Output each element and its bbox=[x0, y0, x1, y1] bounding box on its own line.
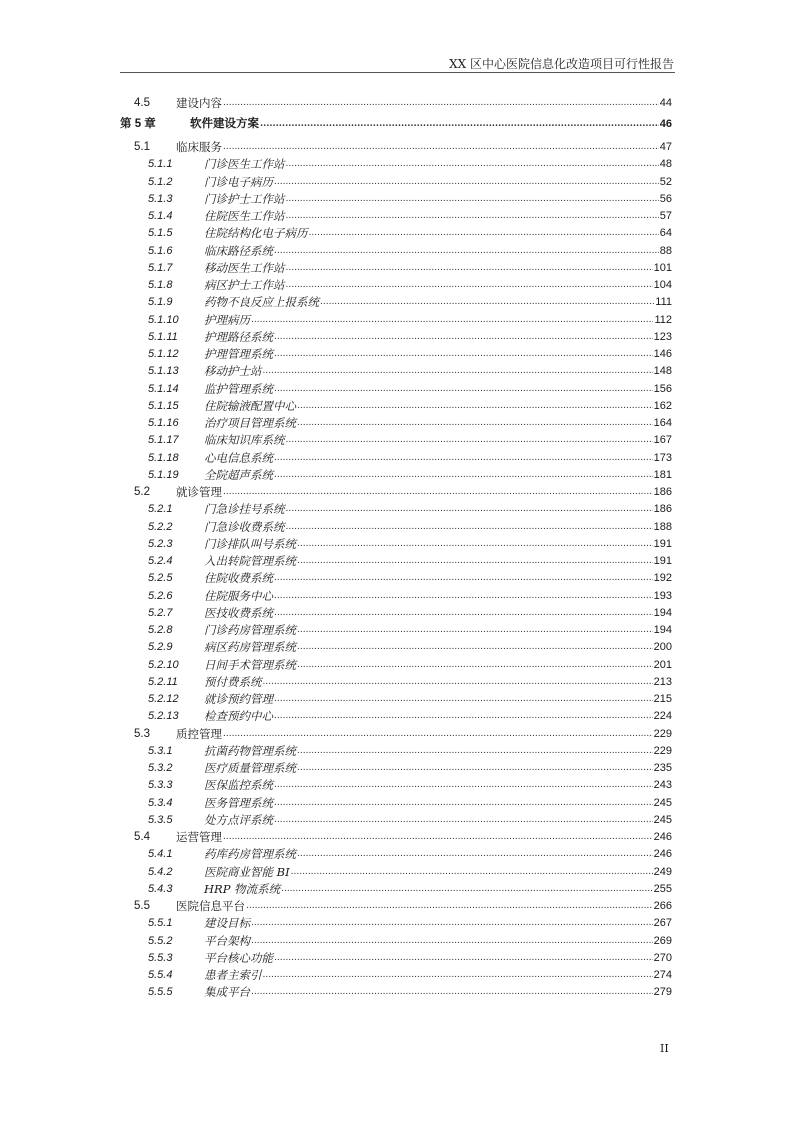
toc-dot-leader bbox=[263, 674, 653, 691]
toc-entry-title: 监护管理系统 bbox=[204, 381, 273, 396]
toc-entry-page: 274 bbox=[654, 967, 672, 984]
toc-entry-title: 住院输液配置中心 bbox=[204, 398, 296, 413]
toc-entry-title: 就诊管理 bbox=[176, 485, 222, 499]
toc-entry[interactable] bbox=[0, 501, 793, 518]
toc-entry-page: 46 bbox=[660, 116, 672, 133]
toc-entry-title: 门急诊收费系统 bbox=[204, 519, 285, 534]
toc-entry-number: 5.2.13 bbox=[148, 708, 179, 725]
toc-dot-leader bbox=[274, 450, 653, 467]
toc-entry-page: 200 bbox=[654, 639, 672, 656]
toc-entry[interactable] bbox=[0, 691, 793, 708]
toc-entry-title: 药库药房管理系统 bbox=[204, 847, 296, 862]
toc-entry-page: 164 bbox=[654, 415, 672, 432]
toc-dot-leader bbox=[286, 501, 653, 518]
toc-entry-page: 269 bbox=[654, 933, 672, 950]
toc-entry-number: 5.2.10 bbox=[148, 657, 179, 674]
toc-entry-title: 患者主索引 bbox=[204, 968, 262, 982]
toc-entry-title: 病区护士工作站 bbox=[204, 278, 285, 292]
toc-entry-title: 平台架构 bbox=[204, 933, 250, 948]
toc-dot-leader bbox=[274, 243, 659, 260]
toc-entry-title: 门诊医生工作站 bbox=[204, 157, 285, 172]
toc-entry-number: 5.1.10 bbox=[148, 312, 179, 329]
toc-entry-number: 5.4.1 bbox=[148, 846, 172, 863]
toc-entry-title: 护理管理系统 bbox=[204, 347, 273, 361]
toc-entry-number: 5.1.14 bbox=[148, 381, 179, 398]
toc-dot-leader bbox=[297, 846, 653, 863]
toc-entry-title: 入出转院管理系统 bbox=[204, 554, 296, 568]
toc-entry-title: 质控管理 bbox=[176, 726, 222, 741]
toc-entry-page: 235 bbox=[654, 760, 672, 777]
toc-entry[interactable] bbox=[0, 381, 793, 398]
toc-entry-number: 5.1.2 bbox=[148, 174, 172, 191]
toc-entry-page: 245 bbox=[654, 795, 672, 812]
toc-entry-title: 医技收费系统 bbox=[204, 605, 273, 620]
toc-dot-leader bbox=[297, 415, 653, 432]
toc-entry-number: 5.5.2 bbox=[148, 933, 172, 950]
toc-entry-title: 护理路径系统 bbox=[204, 329, 273, 344]
toc-entry-number: 5.3 bbox=[134, 726, 150, 743]
toc-dot-leader bbox=[297, 639, 653, 656]
toc-entry[interactable] bbox=[0, 208, 793, 225]
toc-entry-page: 52 bbox=[660, 174, 672, 191]
toc-dot-leader bbox=[251, 933, 653, 950]
toc-entry-number: 5.1.8 bbox=[148, 277, 172, 294]
toc-entry-number: 5.5.3 bbox=[148, 950, 172, 967]
toc-entry-title: 病区药房管理系统 bbox=[204, 640, 296, 655]
toc-dot-leader bbox=[263, 967, 653, 984]
toc-dot-leader bbox=[286, 260, 653, 277]
toc-dot-leader bbox=[223, 726, 653, 743]
toc-entry-number: 5.2.1 bbox=[148, 501, 172, 518]
toc-entry-number: 5.4.2 bbox=[148, 864, 172, 881]
toc-dot-leader bbox=[309, 225, 659, 242]
toc-dot-leader bbox=[251, 915, 653, 932]
toc-entry-page: 146 bbox=[654, 346, 672, 363]
toc-entry-title: 全院超声系统 bbox=[204, 467, 273, 482]
toc-dot-leader bbox=[286, 519, 653, 536]
toc-entry-page: 191 bbox=[654, 553, 672, 570]
toc-entry-number: 5.1.18 bbox=[148, 450, 179, 467]
toc-entry-page: 249 bbox=[654, 864, 672, 881]
toc-entry-title: 门诊电子病历 bbox=[204, 174, 273, 189]
toc-entry-title: 临床知识库系统 bbox=[204, 433, 285, 448]
toc-entry-number: 5.4 bbox=[134, 829, 150, 846]
toc-entry-page: 266 bbox=[654, 898, 672, 915]
toc-entry-number: 5.1.17 bbox=[148, 432, 179, 449]
toc-entry-number: 5.2.6 bbox=[148, 588, 172, 605]
toc-entry-title: 住院医生工作站 bbox=[204, 209, 285, 223]
toc-entry-number: 5.2.3 bbox=[148, 536, 172, 553]
toc-chapter-entry[interactable] bbox=[0, 116, 793, 133]
toc-entry-title: 医院商业智能 BI bbox=[204, 864, 290, 879]
toc-entry-page: 156 bbox=[654, 381, 672, 398]
toc-dot-leader bbox=[274, 174, 659, 191]
toc-entry-title: 软件建设方案 bbox=[190, 116, 259, 133]
toc-entry-title: 检查预约中心 bbox=[204, 709, 273, 724]
toc-entry-page: 167 bbox=[654, 432, 672, 449]
toc-entry[interactable] bbox=[0, 450, 793, 467]
toc-entry[interactable] bbox=[0, 432, 793, 449]
toc-dot-leader bbox=[223, 95, 659, 112]
toc-entry-number: 5.3.4 bbox=[148, 795, 172, 812]
toc-entry-number: 5.2.12 bbox=[148, 691, 179, 708]
toc-entry-page: 213 bbox=[654, 674, 672, 691]
toc-entry[interactable] bbox=[0, 174, 793, 191]
toc-entry-page: 279 bbox=[654, 984, 672, 1001]
toc-entry-page: 64 bbox=[660, 225, 672, 242]
toc-entry[interactable] bbox=[0, 812, 793, 829]
toc-entry-title: 药物不良反应上报系统 bbox=[204, 295, 319, 310]
toc-dot-leader bbox=[297, 398, 653, 415]
toc-entry-number: 5.4.3 bbox=[148, 881, 172, 898]
toc-entry[interactable] bbox=[0, 743, 793, 760]
toc-entry-number: 5.1.16 bbox=[148, 415, 179, 432]
toc-entry-number: 5.2.11 bbox=[148, 674, 178, 691]
toc-entry-page: 148 bbox=[654, 363, 672, 380]
toc-dot-leader bbox=[297, 536, 653, 553]
toc-dot-leader bbox=[291, 864, 653, 881]
toc-entry[interactable] bbox=[0, 570, 793, 587]
toc-entry[interactable] bbox=[0, 95, 793, 112]
toc-entry[interactable] bbox=[0, 933, 793, 950]
toc-entry-number: 5.2.8 bbox=[148, 622, 172, 639]
toc-entry-number: 5.1.7 bbox=[148, 260, 172, 277]
toc-entry[interactable] bbox=[0, 950, 793, 967]
toc-entry-page: 243 bbox=[654, 777, 672, 794]
toc-entry-title: 建设内容 bbox=[176, 96, 222, 110]
toc-entry-number: 5.2 bbox=[134, 484, 150, 501]
toc-entry-number: 5.1.1 bbox=[148, 156, 172, 173]
toc-entry-title: 临床服务 bbox=[176, 140, 222, 154]
toc-dot-leader bbox=[281, 881, 653, 898]
toc-entry[interactable] bbox=[0, 846, 793, 863]
toc-dot-leader bbox=[297, 760, 653, 777]
toc-entry-page: 123 bbox=[654, 329, 672, 346]
toc-entry-number: 5.1.13 bbox=[148, 363, 179, 380]
toc-entry-number: 5.3.5 bbox=[148, 812, 172, 829]
toc-entry-page: 246 bbox=[654, 846, 672, 863]
toc-dot-leader bbox=[260, 116, 659, 133]
toc-entry-title: 日间手术管理系统 bbox=[204, 657, 296, 672]
toc-dot-leader bbox=[274, 708, 653, 725]
toc-entry-number: 5.3.1 bbox=[148, 743, 172, 760]
toc-dot-leader bbox=[263, 363, 653, 380]
toc-dot-leader bbox=[274, 570, 653, 587]
toc-entry-title: 心电信息系统 bbox=[204, 450, 273, 465]
toc-entry-number: 4.5 bbox=[134, 95, 150, 112]
toc-entry-title: 门诊护士工作站 bbox=[204, 191, 285, 206]
toc-dot-leader bbox=[286, 277, 653, 294]
toc-entry-page: 186 bbox=[654, 501, 672, 518]
toc-entry-title: 抗菌药物管理系统 bbox=[204, 743, 296, 758]
toc-entry-page: 201 bbox=[654, 657, 672, 674]
toc-entry[interactable] bbox=[0, 984, 793, 1001]
toc-dot-leader bbox=[274, 777, 653, 794]
toc-entry-title: 集成平台 bbox=[204, 985, 250, 1000]
toc-entry[interactable] bbox=[0, 760, 793, 777]
toc-entry-title: 门急诊挂号系统 bbox=[204, 502, 285, 517]
toc-dot-leader bbox=[274, 950, 653, 967]
toc-dot-leader bbox=[274, 467, 653, 484]
toc-entry[interactable] bbox=[0, 225, 793, 242]
toc-entry[interactable] bbox=[0, 415, 793, 432]
toc-entry[interactable] bbox=[0, 881, 793, 898]
toc-entry-title: 移动护士站 bbox=[204, 364, 262, 379]
toc-dot-leader bbox=[297, 622, 653, 639]
toc-dot-leader bbox=[246, 898, 653, 915]
toc-dot-leader bbox=[274, 812, 653, 829]
toc-entry[interactable] bbox=[0, 346, 793, 363]
toc-entry[interactable] bbox=[0, 726, 793, 743]
toc-entry-number: 5.1.19 bbox=[148, 467, 179, 484]
toc-entry-number: 5.1.4 bbox=[148, 208, 172, 225]
toc-entry-page: 194 bbox=[654, 605, 672, 622]
toc-entry-number: 5.5.1 bbox=[148, 915, 172, 932]
toc-dot-leader bbox=[286, 156, 659, 173]
toc-dot-leader bbox=[320, 294, 654, 311]
toc-entry-number: 5.2.4 bbox=[148, 553, 172, 570]
toc-entry-page: 48 bbox=[660, 156, 672, 173]
toc-entry[interactable] bbox=[0, 657, 793, 674]
toc-entry-page: 215 bbox=[654, 691, 672, 708]
toc-entry-page: 224 bbox=[654, 708, 672, 725]
toc-entry[interactable] bbox=[0, 622, 793, 639]
toc-entry[interactable] bbox=[0, 829, 793, 846]
toc-entry-page: 267 bbox=[654, 915, 672, 932]
toc-entry[interactable] bbox=[0, 553, 793, 570]
toc-dot-leader bbox=[297, 743, 653, 760]
toc-entry-number: 5.2.2 bbox=[148, 519, 172, 536]
toc-entry-page: 245 bbox=[654, 812, 672, 829]
toc-entry-page: 229 bbox=[654, 726, 672, 743]
toc-entry[interactable] bbox=[0, 605, 793, 622]
toc-entry-page: 193 bbox=[654, 588, 672, 605]
toc-entry-title: 治疗项目管理系统 bbox=[204, 416, 296, 430]
toc-entry-number: 5.3.2 bbox=[148, 760, 172, 777]
toc-entry-number: 5.1.11 bbox=[148, 329, 178, 346]
toc-entry-number: 5.3.3 bbox=[148, 777, 172, 794]
toc-entry-number: 5.2.7 bbox=[148, 605, 172, 622]
toc-dot-leader bbox=[251, 312, 653, 329]
toc-dot-leader bbox=[297, 553, 653, 570]
toc-dot-leader bbox=[286, 191, 659, 208]
toc-entry[interactable] bbox=[0, 260, 793, 277]
toc-entry-number: 5.1.9 bbox=[148, 294, 172, 311]
toc-entry-title: 移动医生工作站 bbox=[204, 260, 285, 275]
toc-entry-title: 医保监控系统 bbox=[204, 778, 273, 793]
toc-entry[interactable] bbox=[0, 708, 793, 725]
toc-entry[interactable] bbox=[0, 243, 793, 260]
toc-entry[interactable] bbox=[0, 915, 793, 932]
toc-entry-page: 186 bbox=[654, 484, 672, 501]
toc-entry[interactable] bbox=[0, 467, 793, 484]
toc-entry-title: 住院收费系统 bbox=[204, 571, 273, 586]
toc-entry-page: 229 bbox=[654, 743, 672, 760]
toc-entry[interactable] bbox=[0, 277, 793, 294]
toc-entry-number: 5.5.5 bbox=[148, 984, 172, 1001]
toc-entry-number: 5.2.9 bbox=[148, 639, 172, 656]
toc-entry-title: 住院结构化电子病历 bbox=[204, 226, 308, 241]
toc-entry-number: 5.5.4 bbox=[148, 967, 172, 984]
toc-entry[interactable] bbox=[0, 398, 793, 415]
toc-entry-number: 5.1.12 bbox=[148, 346, 179, 363]
toc-entry-title: 医院信息平台 bbox=[176, 899, 245, 913]
toc-dot-leader bbox=[274, 588, 653, 605]
toc-entry-number: 5.1.6 bbox=[148, 243, 172, 260]
toc-entry-page: 112 bbox=[654, 312, 672, 329]
header-rule bbox=[120, 72, 675, 73]
toc-entry-number: 5.5 bbox=[134, 898, 150, 915]
toc-dot-leader bbox=[251, 984, 653, 1001]
toc-entry[interactable] bbox=[0, 795, 793, 812]
toc-entry-number: 第 5 章 bbox=[120, 116, 156, 133]
toc-dot-leader bbox=[274, 346, 653, 363]
toc-entry-page: 56 bbox=[660, 191, 672, 208]
toc-dot-leader bbox=[274, 329, 653, 346]
toc-entry-page: 270 bbox=[654, 950, 672, 967]
toc-entry-title: 门诊药房管理系统 bbox=[204, 623, 296, 637]
toc-entry[interactable] bbox=[0, 156, 793, 173]
footer-page-number: II bbox=[660, 1042, 669, 1055]
toc-entry-page: 192 bbox=[654, 570, 672, 587]
toc-entry-title: 就诊预约管理 bbox=[204, 692, 273, 706]
toc-entry[interactable] bbox=[0, 191, 793, 208]
toc-entry-page: 194 bbox=[654, 622, 672, 639]
toc-entry-title: 临床路径系统 bbox=[204, 243, 273, 258]
toc-entry-title: 护理病历 bbox=[204, 312, 250, 327]
toc-entry[interactable] bbox=[0, 329, 793, 346]
toc-entry-title: 住院服务中心 bbox=[204, 588, 273, 603]
toc-entry-number: 5.1.3 bbox=[148, 191, 172, 208]
toc-entry-title: 预付费系统 bbox=[204, 674, 262, 689]
toc-entry-title: 平台核心功能 bbox=[204, 950, 273, 965]
toc-entry[interactable] bbox=[0, 588, 793, 605]
toc-entry[interactable] bbox=[0, 898, 793, 915]
toc-entry-title: 运营管理 bbox=[176, 830, 222, 844]
toc-entry-page: 255 bbox=[654, 881, 672, 898]
toc-entry[interactable] bbox=[0, 484, 793, 501]
toc-entry-number: 5.1.15 bbox=[148, 398, 179, 415]
toc-entry-title: 门诊排队叫号系统 bbox=[204, 536, 296, 551]
toc-entry-page: 246 bbox=[654, 829, 672, 846]
toc-entry-number: 5.1.5 bbox=[148, 225, 172, 242]
toc-entry[interactable] bbox=[0, 967, 793, 984]
toc-entry-title: 医务管理系统 bbox=[204, 795, 273, 810]
toc-entry-number: 5.1 bbox=[134, 139, 150, 156]
toc-dot-leader bbox=[223, 484, 653, 501]
toc-entry-page: 47 bbox=[660, 139, 672, 156]
toc-entry-title: 处方点评系统 bbox=[204, 812, 273, 827]
running-header-title: XX 区中心医院信息化改造项目可行性报告 bbox=[449, 57, 674, 71]
toc-entry-page: 88 bbox=[660, 243, 672, 260]
toc-entry-page: 173 bbox=[654, 450, 672, 467]
toc-entry[interactable] bbox=[0, 139, 793, 156]
toc-entry-page: 111 bbox=[655, 294, 672, 311]
toc-entry-title: HRP 物流系统 bbox=[204, 881, 281, 896]
toc-entry-title: 建设目标 bbox=[204, 916, 250, 931]
toc-entry-page: 44 bbox=[660, 95, 672, 112]
toc-entry-page: 191 bbox=[654, 536, 672, 553]
toc-dot-leader bbox=[286, 432, 653, 449]
toc-entry-page: 104 bbox=[654, 277, 672, 294]
toc-entry-page: 101 bbox=[654, 260, 672, 277]
toc-entry-page: 162 bbox=[654, 398, 672, 415]
toc-entry-page: 188 bbox=[654, 519, 672, 536]
toc-entry[interactable] bbox=[0, 777, 793, 794]
toc-entry[interactable] bbox=[0, 312, 793, 329]
toc-dot-leader bbox=[223, 829, 653, 846]
toc-entry-page: 57 bbox=[660, 208, 672, 225]
toc-dot-leader bbox=[274, 605, 653, 622]
toc-entry[interactable] bbox=[0, 519, 793, 536]
toc-entry-number: 5.2.5 bbox=[148, 570, 172, 587]
toc-dot-leader bbox=[223, 139, 659, 156]
toc-entry[interactable] bbox=[0, 674, 793, 691]
toc-entry[interactable] bbox=[0, 639, 793, 656]
toc-dot-leader bbox=[286, 208, 659, 225]
toc-dot-leader bbox=[274, 381, 653, 398]
toc-entry[interactable] bbox=[0, 864, 793, 881]
toc-entry-page: 181 bbox=[654, 467, 672, 484]
toc-dot-leader bbox=[274, 691, 653, 708]
toc-dot-leader bbox=[297, 657, 653, 674]
toc-dot-leader bbox=[274, 795, 653, 812]
toc-entry[interactable] bbox=[0, 294, 793, 311]
toc-entry-title: 医疗质量管理系统 bbox=[204, 761, 296, 775]
toc-entry[interactable] bbox=[0, 536, 793, 553]
toc-entry[interactable] bbox=[0, 363, 793, 380]
